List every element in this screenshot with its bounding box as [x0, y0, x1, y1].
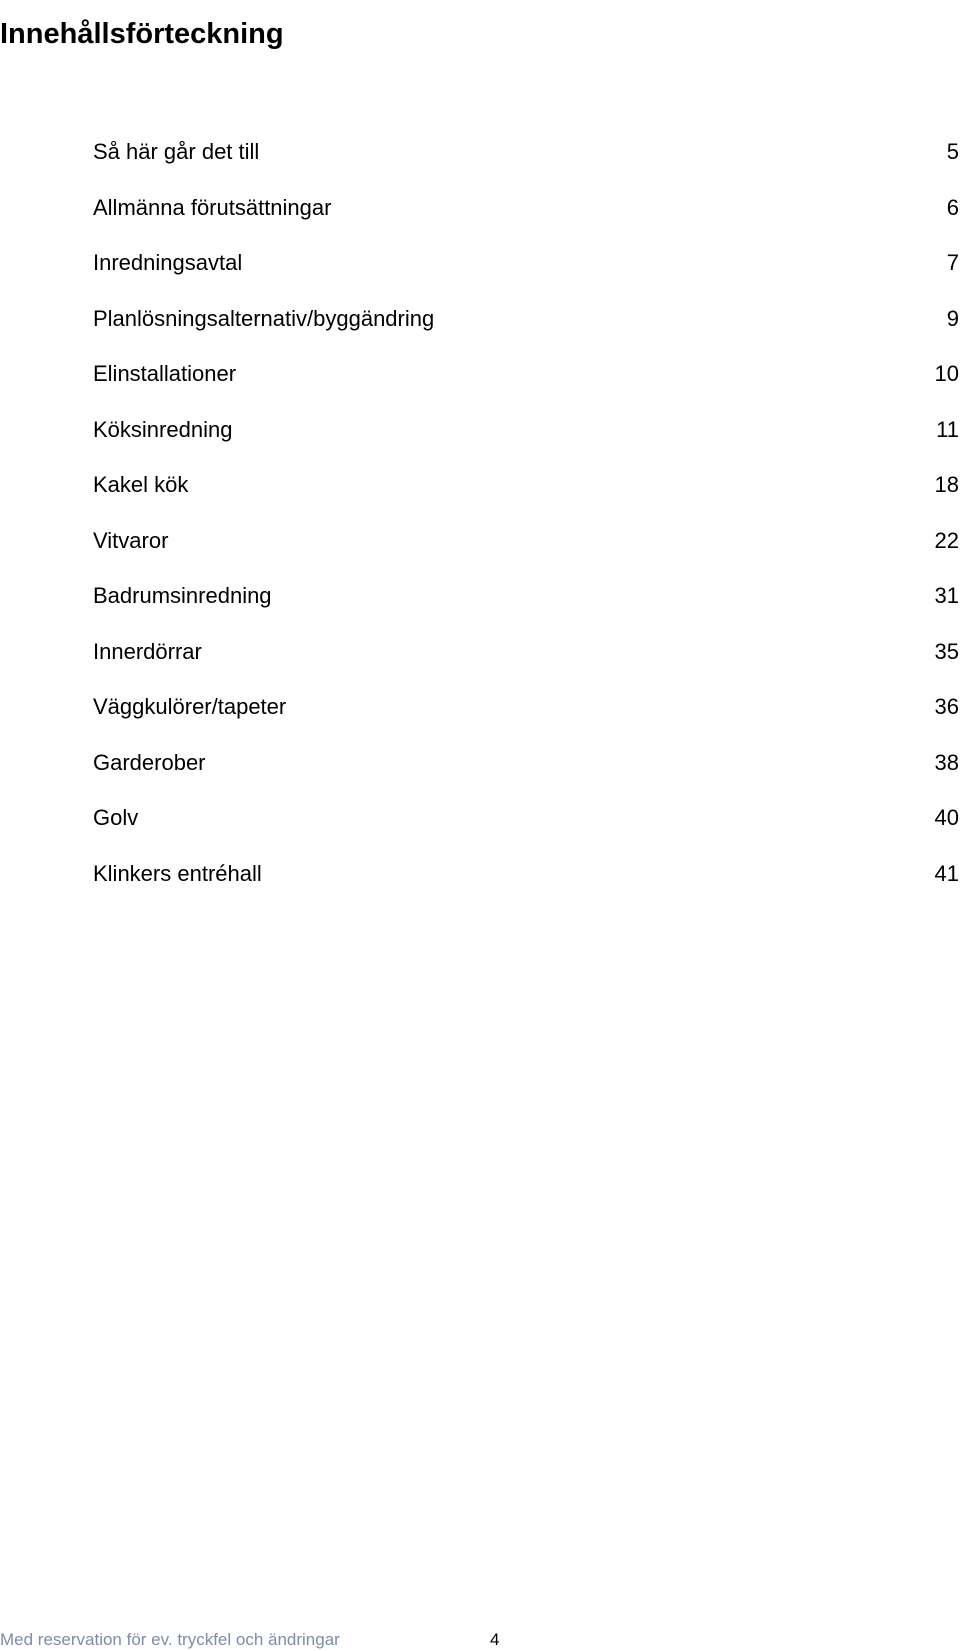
toc-entry-label: Vitvaror [93, 527, 169, 553]
toc-entry-label: Väggkulörer/tapeter [93, 694, 287, 719]
toc-entry[interactable] [93, 139, 959, 195]
toc-entry-label: Planlösningsalternativ/byggändring [93, 305, 435, 331]
toc-entry[interactable] [93, 195, 959, 251]
toc-entry[interactable] [93, 306, 959, 362]
toc-entry-label: Innerdörrar [93, 638, 202, 664]
toc-entry[interactable] [93, 861, 959, 917]
toc-entry-page: 31 [934, 583, 959, 608]
toc-entry-label: Badrumsinredning [93, 583, 272, 608]
toc-entry[interactable] [93, 417, 959, 473]
toc-entry-page: 7 [946, 250, 959, 275]
toc-entry-page: 38 [934, 749, 959, 775]
toc-entry-label: Garderober [93, 749, 206, 775]
toc-entry-label: Allmänna förutsättningar [93, 194, 332, 220]
toc-entry-page: 6 [946, 194, 959, 220]
toc-entry-page: 22 [934, 527, 959, 553]
toc-entry-page: 40 [934, 805, 959, 830]
page-title: Innehållsförteckning [0, 18, 284, 51]
toc-entry-label: Elinstallationer [93, 361, 237, 386]
toc-entry[interactable] [93, 805, 959, 861]
toc-entry-page: 10 [934, 361, 959, 386]
toc-entry-label: Golv [93, 805, 139, 830]
toc-entry-page: 36 [934, 694, 959, 719]
toc-entry-label: Klinkers entréhall [93, 860, 262, 886]
toc-entry[interactable] [93, 250, 959, 306]
toc-entry-page: 41 [934, 860, 959, 886]
toc-entry-page: 35 [934, 638, 959, 664]
toc-entry[interactable] [93, 472, 959, 528]
toc-entry-label: Kakel kök [93, 472, 189, 497]
footer-disclaimer: Med reservation för ev. tryckfel och ändringar [0, 1630, 340, 1649]
toc-entry[interactable] [93, 361, 959, 417]
toc-entry[interactable] [93, 583, 959, 639]
toc-entry-label: Köksinredning [93, 416, 233, 442]
page-footer [0, 1629, 960, 1651]
toc-entry[interactable] [93, 694, 959, 750]
toc-entry[interactable] [93, 528, 959, 584]
toc-entry-page: 11 [936, 416, 959, 442]
table-of-contents [93, 139, 959, 916]
toc-entry-label: Inredningsavtal [93, 250, 243, 275]
toc-entry-page: 9 [946, 305, 959, 331]
toc-entry[interactable] [93, 750, 959, 806]
toc-entry-label: Så här går det till [93, 139, 260, 164]
footer-page-number: 4 [490, 1630, 500, 1649]
toc-entry[interactable] [93, 639, 959, 695]
toc-entry-page: 5 [946, 139, 959, 164]
toc-entry-page: 18 [934, 472, 959, 497]
